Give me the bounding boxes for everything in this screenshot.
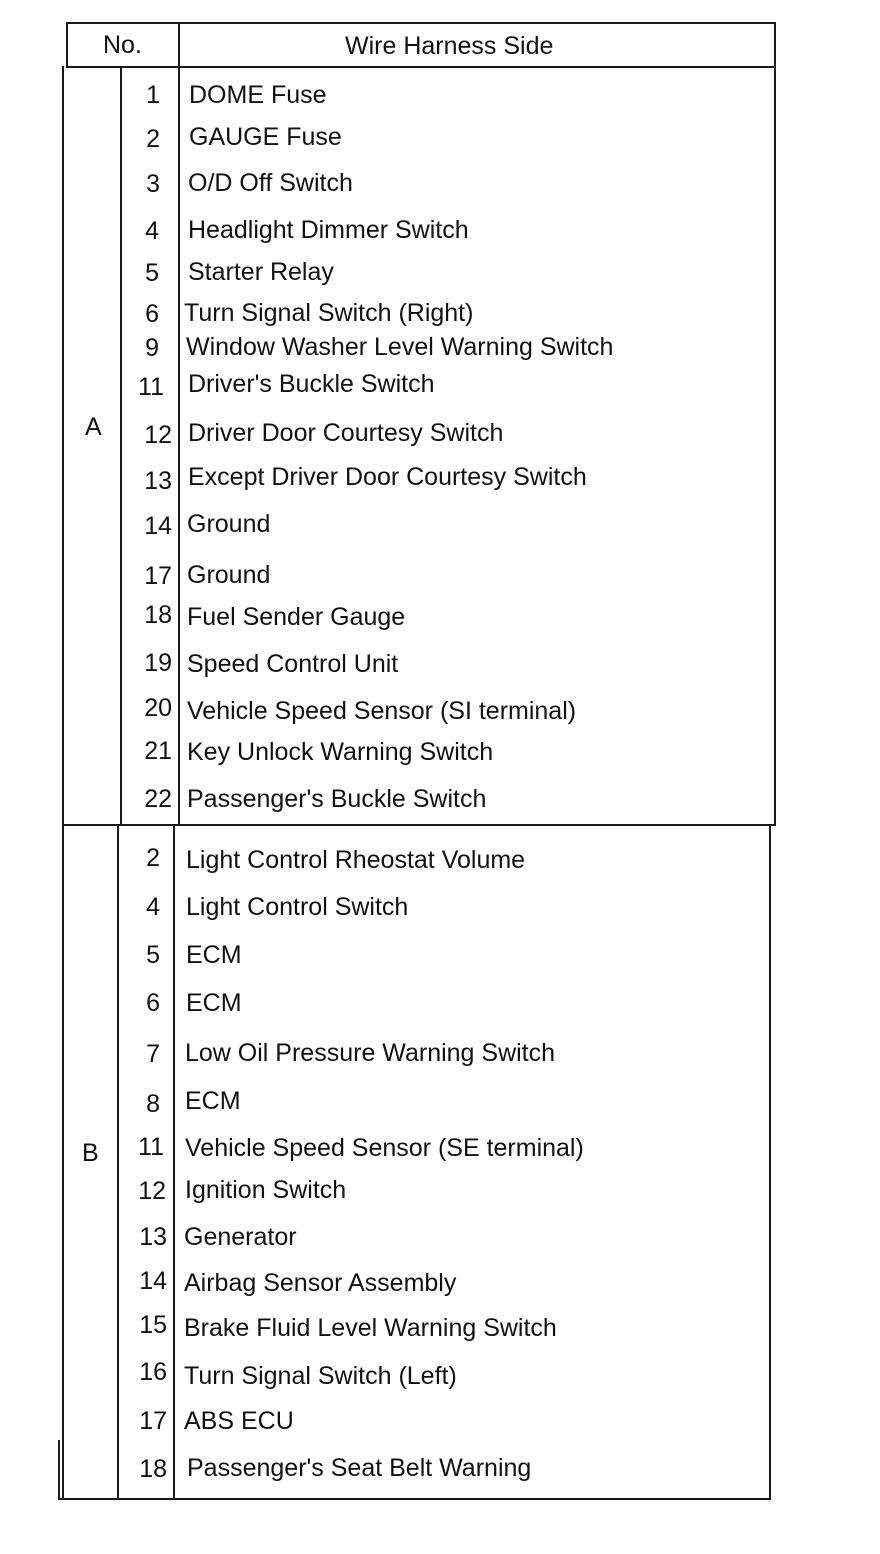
row-description: Ground	[187, 510, 271, 538]
row-number: 19	[144, 649, 172, 677]
row-description: Light Control Switch	[186, 893, 409, 921]
row-number: 11	[138, 1133, 164, 1161]
row-number: 6	[146, 989, 160, 1017]
row-number: 4	[146, 893, 160, 921]
row-number: 18	[139, 1455, 167, 1483]
row-number: 14	[139, 1267, 167, 1295]
row-number: 2	[146, 844, 160, 872]
row-number: 3	[146, 170, 160, 198]
header-divider	[178, 22, 180, 68]
row-description: Airbag Sensor Assembly	[184, 1269, 457, 1297]
row-description: ECM	[186, 989, 242, 1017]
header-bottom-border	[66, 66, 776, 68]
header-left-border	[66, 22, 68, 68]
table-bottom-border	[58, 1498, 771, 1500]
row-description: Ignition Switch	[185, 1176, 347, 1204]
row-description: GAUGE Fuse	[189, 123, 342, 151]
group-separator	[62, 824, 774, 826]
row-number: 18	[144, 601, 172, 629]
row-description: Generator	[184, 1223, 297, 1251]
row-number: 14	[144, 512, 172, 540]
row-number: 2	[146, 125, 160, 153]
row-description: ECM	[185, 1087, 241, 1115]
row-description: Key Unlock Warning Switch	[187, 738, 494, 766]
row-description: Turn Signal Switch (Right)	[184, 299, 474, 327]
number-column-divider-b	[173, 824, 175, 1500]
row-description: O/D Off Switch	[188, 169, 353, 197]
row-description: Speed Control Unit	[187, 650, 399, 678]
row-description: Brake Fluid Level Warning Switch	[184, 1314, 557, 1342]
row-description: Low Oil Pressure Warning Switch	[185, 1039, 556, 1067]
row-description: Headlight Dimmer Switch	[188, 216, 469, 244]
row-number: 8	[146, 1090, 160, 1118]
row-description: Passenger's Seat Belt Warning	[187, 1454, 532, 1482]
group-left-border	[62, 66, 64, 1500]
table-right-border	[774, 22, 776, 826]
row-description: ABS ECU	[184, 1407, 294, 1435]
row-number: 22	[144, 785, 172, 813]
row-description: DOME Fuse	[189, 81, 327, 109]
row-number: 11	[138, 373, 164, 401]
row-description: Vehicle Speed Sensor (SE terminal)	[185, 1134, 584, 1162]
row-description: Window Washer Level Warning Switch	[186, 333, 614, 361]
row-number: 15	[139, 1311, 167, 1339]
row-description: Passenger's Buckle Switch	[187, 785, 487, 813]
row-number: 4	[145, 217, 159, 245]
row-number: 21	[144, 737, 172, 765]
header-wire-label: Wire Harness Side	[345, 32, 554, 60]
row-number: 1	[146, 81, 160, 109]
row-number: 12	[138, 1177, 166, 1205]
row-number: 7	[146, 1040, 160, 1068]
row-description: Fuel Sender Gauge	[187, 603, 406, 631]
row-number: 6	[145, 300, 159, 328]
group-column-divider-b	[117, 824, 119, 1500]
row-number: 16	[139, 1358, 167, 1386]
right-border-lower	[769, 824, 771, 1500]
row-description: Driver Door Courtesy Switch	[188, 419, 504, 447]
number-column-divider	[178, 66, 180, 826]
row-number: 5	[145, 259, 159, 287]
row-description: ECM	[186, 941, 242, 969]
table-top-border	[66, 22, 776, 24]
row-description: Driver's Buckle Switch	[188, 370, 435, 398]
row-number: 12	[144, 421, 172, 449]
row-number: 20	[144, 694, 172, 722]
row-number: 17	[144, 562, 172, 590]
row-number: 9	[145, 334, 159, 362]
row-description: Starter Relay	[188, 258, 334, 286]
row-description: Ground	[187, 561, 271, 589]
row-description: Turn Signal Switch (Left)	[184, 1362, 457, 1390]
row-number: 17	[139, 1407, 167, 1435]
group-label-b: B	[82, 1139, 99, 1167]
row-number: 13	[144, 467, 172, 495]
row-description: Light Control Rheostat Volume	[186, 846, 526, 874]
row-description: Except Driver Door Courtesy Switch	[188, 463, 587, 491]
row-number: 5	[146, 941, 160, 969]
row-description: Vehicle Speed Sensor (SI terminal)	[187, 697, 577, 725]
left-border-tail	[58, 1440, 60, 1500]
header-no-label: No.	[103, 31, 142, 59]
group-label-a: A	[85, 413, 102, 441]
row-number: 13	[139, 1223, 167, 1251]
